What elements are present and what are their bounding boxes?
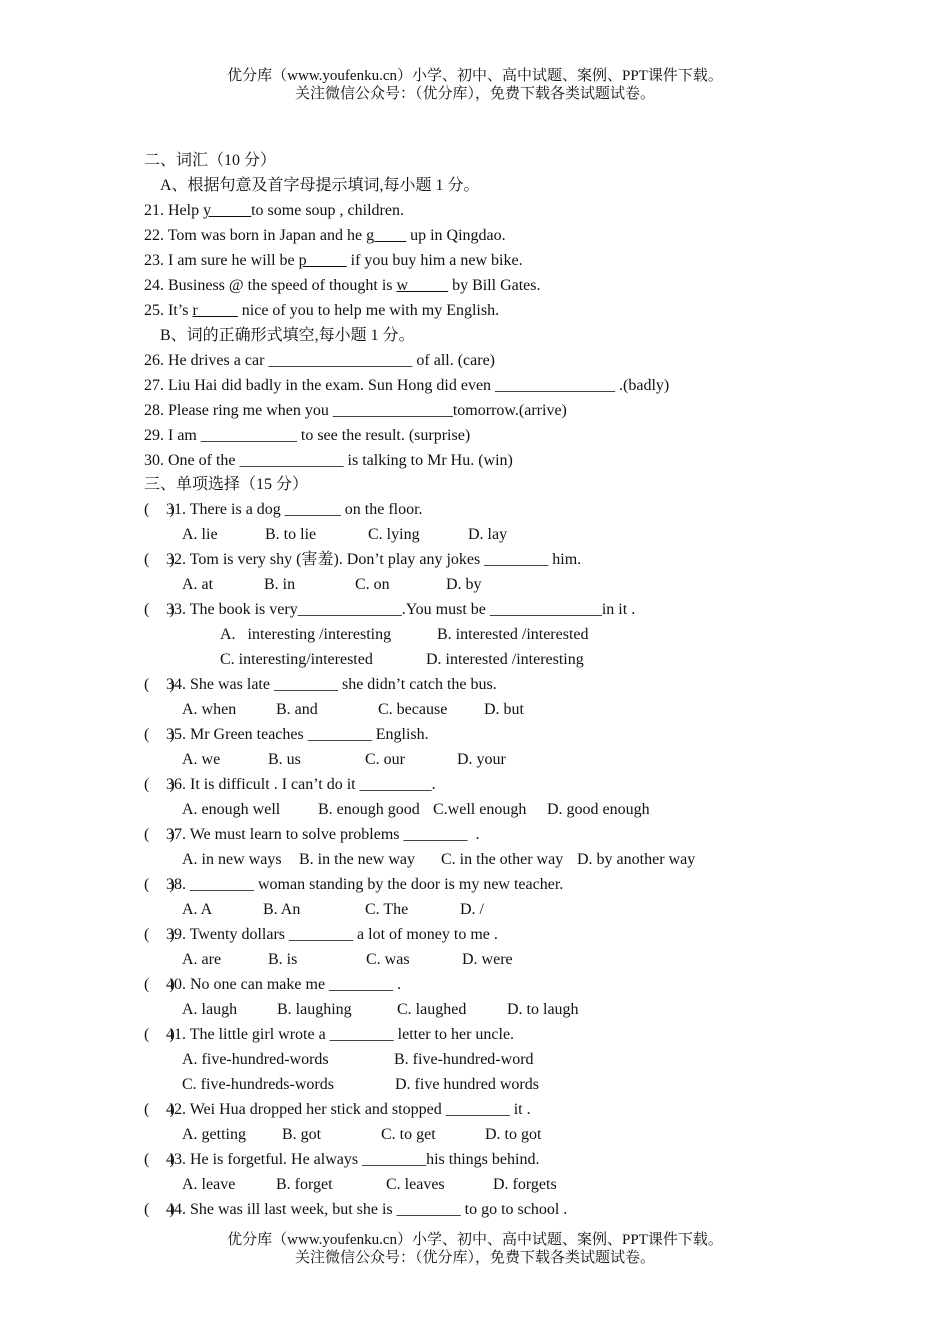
question-text: nice of you to help me with my English. [237, 302, 500, 319]
answer-blank: r_____ [192, 302, 238, 319]
option-b: B. in [264, 576, 296, 593]
option-a: A. we [182, 751, 221, 768]
question-stem: 35. Mr Green teaches ________ English. [166, 726, 429, 743]
part-b-instruction: B、词的正确形式填空,每小题 1 分。 [160, 327, 415, 344]
question-stem: 32. Tom is very shy (害羞). Don’t play any jokes ________ him. [166, 551, 582, 568]
option-c: C.well enough [433, 801, 527, 818]
question-text: 23. I am sure he will be [144, 252, 299, 269]
question-text: 24. Business @ the speed of thought is [144, 277, 397, 294]
section-title: 三、单项选择（15 分） [144, 476, 309, 493]
option-b: B. enough good [318, 801, 420, 818]
answer-parenthesis: ( ) [144, 1201, 175, 1218]
option-c: C. was [366, 951, 410, 968]
option-a: A. enough well [182, 801, 281, 818]
answer-parenthesis: ( ) [144, 776, 175, 793]
question-text: if you buy him a new bike. [346, 252, 523, 269]
answer-parenthesis: ( ) [144, 876, 175, 893]
option-d: D. to got [485, 1126, 542, 1143]
option-d: D. but [484, 701, 524, 718]
option-a: A. at [182, 576, 214, 593]
option-c: C. laughed [397, 1001, 467, 1018]
option-a: A. leave [182, 1176, 236, 1193]
option-b: B. laughing [277, 1001, 352, 1018]
option-a: A. five-hundred-words [182, 1051, 329, 1068]
question-stem: 43. He is forgetful. He always ________his things behind. [166, 1151, 540, 1168]
question-24 [144, 276, 541, 296]
option-d: D. your [457, 751, 506, 768]
option-c: C. lying [368, 526, 420, 543]
option-b: B. in the new way [299, 851, 415, 868]
question-stem: 42. Wei Hua dropped her stick and stopped ________ it . [166, 1101, 531, 1118]
option-d: D. by another way [577, 851, 696, 868]
section-title: 二、词汇（10 分） [144, 152, 277, 169]
option-a: A. are [182, 951, 222, 968]
option-c: C. on [355, 576, 390, 593]
answer-parenthesis: ( ) [144, 726, 175, 743]
option-d: D. interested /interesting [426, 651, 584, 668]
question-21 [144, 201, 404, 221]
question-text: 21. Help [144, 202, 204, 219]
question-29: 29. I am ____________ to see the result. (surprise) [144, 427, 471, 444]
question-stem: 39. Twenty dollars ________ a lot of money to me . [166, 926, 498, 943]
question-text: to some soup , children. [251, 202, 404, 219]
question-stem: 38. ________ woman standing by the door is my new teacher. [166, 876, 564, 893]
option-b: B. five-hundred-word [394, 1051, 534, 1068]
answer-parenthesis: ( ) [144, 601, 175, 618]
option-a: A. interesting /interesting [220, 626, 392, 643]
answer-blank: w_____ [396, 277, 449, 294]
answer-parenthesis: ( ) [144, 1101, 175, 1118]
question-stem: 41. The little girl wrote a ________ letter to her uncle. [166, 1026, 515, 1043]
option-b: B. us [268, 751, 301, 768]
option-b: B. is [268, 951, 298, 968]
option-b: B. and [276, 701, 318, 718]
question-text: up in Qingdao. [406, 227, 506, 244]
question-stem: 31. There is a dog _______ on the floor. [166, 501, 423, 518]
answer-parenthesis: ( ) [144, 926, 175, 943]
question-23 [144, 251, 523, 271]
option-a: A. when [182, 701, 237, 718]
option-d: D. by [446, 576, 482, 593]
option-b: B. got [282, 1126, 322, 1143]
question-stem: 33. The book is very_____________.You must be ______________in it . [166, 601, 636, 618]
answer-parenthesis: ( ) [144, 976, 175, 993]
option-d: D. five hundred words [395, 1076, 539, 1093]
option-c: C. The [365, 901, 409, 918]
question-stem: 34. She was late ________ she didn’t catch the bus. [166, 676, 497, 693]
question-22 [144, 226, 506, 246]
footer-line-1: 优分库（www.youfenku.cn）小学、初中、高中试题、案例、PPT课件下载。 [227, 1232, 723, 1248]
option-b: B. interested /interested [437, 626, 589, 643]
answer-parenthesis: ( ) [144, 551, 175, 568]
option-a: A. in new ways [182, 851, 282, 868]
answer-parenthesis: ( ) [144, 1151, 175, 1168]
answer-blank: g____ [366, 227, 407, 244]
option-b: B. forget [276, 1176, 333, 1193]
answer-blank: y_____ [203, 202, 252, 219]
part-a-instruction: A、根据句意及首字母提示填词,每小题 1 分。 [160, 177, 480, 194]
option-b: B. An [263, 901, 301, 918]
question-stem: 36. It is difficult . I can’t do it _________. [166, 776, 436, 793]
question-26: 26. He drives a car __________________ of all. (care) [144, 352, 495, 369]
option-d: D. lay [468, 526, 508, 543]
footer-line-2: 关注微信公众号：（优分库），免费下载各类试题试卷。 [294, 1250, 655, 1266]
option-c: C. in the other way [441, 851, 564, 868]
option-d: D. good enough [547, 801, 650, 818]
option-a: A. laugh [182, 1001, 238, 1018]
option-a: A. getting [182, 1126, 246, 1143]
answer-parenthesis: ( ) [144, 501, 175, 518]
question-text: 25. It’s [144, 302, 193, 319]
option-c: C. interesting/interested [220, 651, 373, 668]
option-a: A. lie [182, 526, 218, 543]
question-28: 28. Please ring me when you _______________tomorrow.(arrive) [144, 402, 567, 419]
header-line-2: 关注微信公众号：（优分库），免费下载各类试题试卷。 [294, 86, 655, 102]
question-stem: 37. We must learn to solve problems ________ . [166, 826, 480, 843]
option-c: C. leaves [386, 1176, 445, 1193]
answer-parenthesis: ( ) [144, 1026, 175, 1043]
option-c: C. five-hundreds-words [182, 1076, 334, 1093]
question-30: 30. One of the _____________ is talking to Mr Hu. (win) [144, 452, 513, 469]
option-d: D. / [460, 901, 484, 918]
option-d: D. forgets [493, 1176, 557, 1193]
option-b: B. to lie [265, 526, 317, 543]
option-c: C. because [378, 701, 448, 718]
header-line-1: 优分库（www.youfenku.cn）小学、初中、高中试题、案例、PPT课件下载。 [227, 68, 723, 84]
option-d: D. to laugh [507, 1001, 579, 1018]
option-c: C. our [365, 751, 405, 768]
answer-parenthesis: ( ) [144, 826, 175, 843]
question-27: 27. Liu Hai did badly in the exam. Sun Hong did even _______________ .(badly) [144, 377, 670, 394]
question-text: by Bill Gates. [448, 277, 541, 294]
option-d: D. were [462, 951, 513, 968]
answer-blank: p_____ [298, 252, 347, 269]
answer-parenthesis: ( ) [144, 676, 175, 693]
option-c: C. to get [381, 1126, 436, 1143]
option-a: A. A [182, 901, 213, 918]
question-stem: 40. No one can make me ________ . [166, 976, 402, 993]
question-25 [144, 301, 499, 321]
question-stem: 44. She was ill last week, but she is ________ to go to school . [166, 1201, 568, 1218]
question-text: 22. Tom was born in Japan and he [144, 227, 367, 244]
